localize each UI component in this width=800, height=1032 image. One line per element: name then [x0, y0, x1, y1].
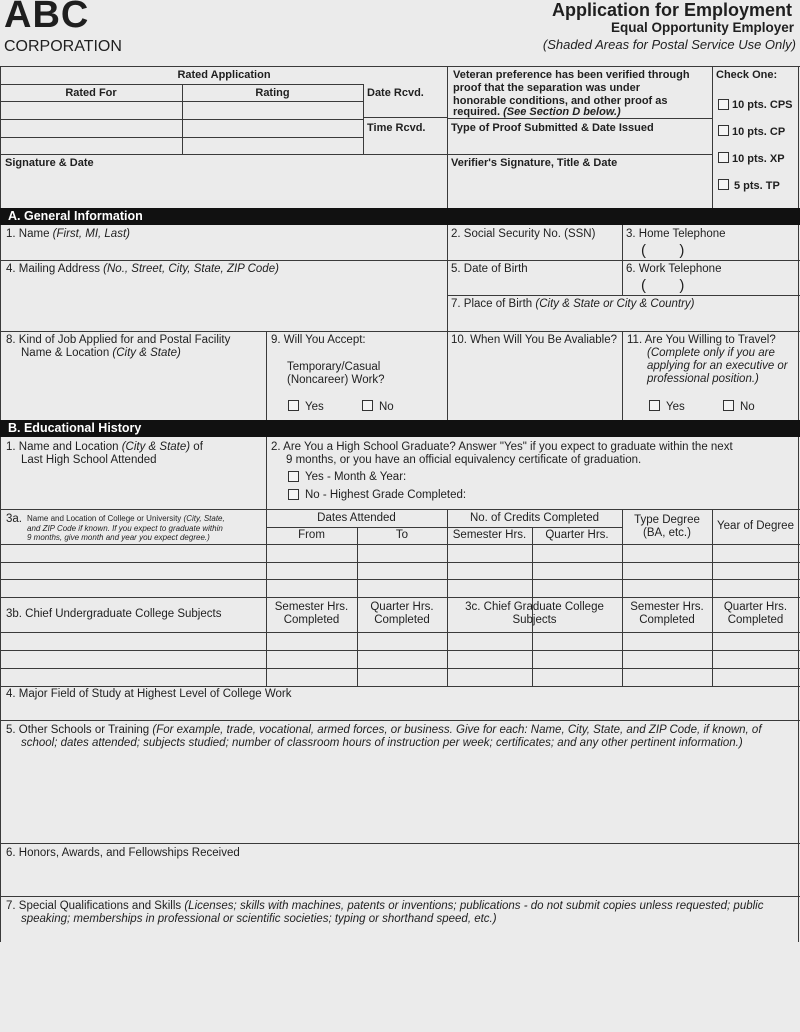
semester-hrs-header: Semester Hrs.	[452, 529, 527, 541]
signature-date-label: Signature & Date	[5, 157, 94, 169]
b-q3c-grad-subjects-line2: Subjects	[512, 614, 557, 626]
section-b-title: B. Educational History	[8, 421, 142, 435]
rated-for-header: Rated For	[65, 87, 117, 99]
b-q3a-college-hint-a: (City, State,	[183, 514, 225, 523]
q11-travel-hint-line2: applying for an executive or	[647, 360, 788, 372]
q11-travel-hint-line3: professional position.)	[647, 373, 759, 385]
to-header: To	[395, 529, 409, 541]
veteran-text-line3: honorable conditions, and other proof as	[453, 95, 668, 107]
type-degree-header-line1: Type Degree	[634, 514, 700, 526]
q6-work-telephone-label: 6. Work Telephone	[626, 263, 722, 275]
option-5pts-tp-label: 5 pts. TP	[734, 180, 780, 192]
mailing-address-input[interactable]	[2, 280, 445, 330]
b-q2-graduate-line2: 9 months, or you have an official equivalency certificate of graduation.	[286, 454, 642, 466]
q11-travel-hint-line1: (Complete only if you are	[647, 347, 775, 359]
other-schools-input[interactable]	[2, 753, 796, 841]
b-q3a-college-line2: and ZIP Code if known. If you expect to graduate within	[27, 523, 223, 533]
company-logo: ABC	[4, 0, 90, 36]
form-title: Application for Employment	[551, 0, 792, 20]
b-q7-special-qualifications-text: 7. Special Qualifications and Skills	[6, 900, 185, 912]
q8-kind-of-job-line2	[21, 347, 181, 361]
q8-location-text: Name & Location	[21, 347, 113, 359]
b-q5-other-schools-line2: school; dates attended; subjects studied; number of classroom hours of instruction per week; certificates; and any other pertinent information.)	[21, 737, 743, 749]
b-q1-of: of	[190, 441, 203, 453]
q1-name-text: 1. Name	[6, 228, 53, 240]
b-q2-yes-label: Yes - Month & Year:	[305, 471, 407, 483]
b-q4-major-field: 4. Major Field of Study at Highest Level of College Work	[6, 688, 292, 700]
b-q7-special-qualifications-line2: speaking; memberships in professional or scientific societies; typing or shorthand speed, etc.)	[21, 913, 497, 925]
q11-no-checkbox[interactable]	[723, 400, 734, 411]
date-of-birth-input[interactable]	[449, 279, 620, 294]
grad-semester-hrs-line2: Completed	[639, 614, 695, 626]
undergrad-quarter-hrs-line1: Quarter Hrs.	[370, 601, 434, 613]
grad-quarter-hrs-line2: Completed	[727, 614, 784, 626]
home-telephone-area-code[interactable]: ( )	[641, 242, 685, 259]
option-10pts-xp-label: 10 pts. XP	[732, 153, 785, 165]
b-q3a-number: 3a.	[6, 513, 22, 525]
b-q2-graduate-line1: 2. Are You a High School Graduate? Answer "Yes" if you expect to graduate within the next	[271, 441, 733, 453]
place-of-birth-input[interactable]	[449, 314, 796, 330]
b-q2-no-label: No - Highest Grade Completed:	[305, 489, 467, 501]
q8-location-hint: (City & State)	[112, 347, 181, 359]
q1-name-hint: (First, MI, Last)	[52, 228, 130, 240]
rated-application-header: Rated Application	[177, 69, 271, 81]
q9-yes-label: Yes	[305, 401, 324, 413]
b-q1-hint: (City & State)	[121, 441, 191, 453]
checkbox-10pts-cps[interactable]	[718, 99, 729, 110]
verifier-signature-label: Verifier's Signature, Title & Date	[451, 157, 618, 169]
section-b-header	[0, 420, 800, 437]
type-of-proof-label: Type of Proof Submitted & Date Issued	[451, 122, 654, 134]
q9-noncareer-work: (Noncareer) Work?	[287, 374, 385, 386]
veteran-text-required: required.	[453, 106, 504, 118]
undergrad-semester-hrs-line2: Completed	[283, 614, 340, 626]
q9-will-you-accept-label: 9. Will You Accept:	[271, 334, 366, 346]
section-a-title: A. General Information	[8, 209, 143, 223]
b-q3a-college-line3: 9 months, give month and year you expect degree.)	[27, 533, 210, 542]
availability-input[interactable]	[449, 350, 620, 419]
b-q1-high-school-line2: Last High School Attended	[21, 454, 157, 466]
b-q7-special-qualifications-hint1: (Licenses; skills with machines, patents or inventions; publications - do not submit copies unless requested; public	[184, 900, 764, 912]
type-degree-header-line2: (BA, etc.)	[643, 527, 691, 539]
b-q5-other-schools-hint1: (For example, trade, vocational, armed forces, or business. Give for each: Name, City, State, and ZIP Code, if known, of	[152, 724, 762, 736]
q5-date-of-birth-label: 5. Date of Birth	[451, 263, 528, 275]
option-10pts-cps-label: 10 pts. CPS	[732, 99, 793, 111]
q11-yes-label: Yes	[666, 401, 685, 413]
q10-availability-label: 10. When Will You Be Avaliable?	[451, 334, 618, 346]
rating-header: Rating	[255, 87, 290, 99]
q4-mailing-address-hint: (No., Street, City, State, ZIP Code)	[103, 263, 279, 275]
form-subtitle: Equal Opportunity Employer	[610, 20, 794, 35]
q7-place-of-birth-text: 7. Place of Birth	[451, 298, 536, 310]
checkbox-10pts-xp[interactable]	[718, 152, 729, 163]
checkbox-10pts-cp[interactable]	[718, 125, 729, 136]
q11-travel-label: 11. Are You Willing to Travel?	[627, 334, 776, 346]
special-qualifications-input[interactable]	[2, 930, 796, 1030]
q11-no-label: No	[740, 401, 755, 413]
name-input[interactable]	[2, 244, 445, 259]
veteran-text-line4	[453, 106, 621, 119]
undergrad-semester-hrs-line1: Semester Hrs.	[274, 601, 349, 613]
b-q1-text: 1. Name and Location	[6, 441, 122, 453]
b-q5-other-schools-text: 5. Other Schools or Training	[6, 724, 153, 736]
veteran-text-line2: proof that the separation was under	[453, 82, 641, 94]
q7-place-of-birth-hint: (City & State or City & Country)	[535, 298, 695, 310]
q4-mailing-address-label	[6, 263, 279, 277]
quarter-hrs-header: Quarter Hrs.	[545, 529, 609, 541]
form-note: (Shaded Areas for Postal Service Use Only)	[542, 37, 796, 52]
veteran-text-line1: Veteran preference has been verified through	[453, 69, 690, 81]
check-one-label: Check One:	[716, 69, 778, 81]
checkbox-5pts-tp[interactable]	[718, 179, 729, 190]
veteran-text-see-section: (See Section D below.)	[503, 106, 621, 118]
b-q5-other-schools-line1	[6, 724, 762, 738]
q1-name-label	[6, 228, 130, 242]
q9-temporary-casual: Temporary/Casual	[287, 361, 381, 373]
b-q2-no-checkbox[interactable]	[288, 489, 299, 500]
b-q3b-undergrad-subjects: 3b. Chief Undergraduate College Subjects	[6, 608, 222, 620]
b-q2-yes-checkbox[interactable]	[288, 471, 299, 482]
year-of-degree-header: Year of Degree	[717, 520, 794, 532]
company-name: CORPORATION	[4, 38, 122, 55]
q9-yes-checkbox[interactable]	[288, 400, 299, 411]
b-q1-high-school-line1	[6, 441, 203, 455]
option-10pts-cp-label: 10 pts. CP	[732, 126, 786, 138]
q3-home-telephone-label: 3. Home Telephone	[626, 228, 726, 240]
dates-attended-header: Dates Attended	[317, 512, 396, 524]
q11-yes-checkbox[interactable]	[649, 400, 660, 411]
q9-no-label: No	[379, 401, 394, 413]
ssn-input[interactable]	[449, 244, 620, 259]
grad-semester-hrs-line1: Semester Hrs.	[630, 601, 704, 613]
q4-mailing-address-text: 4. Mailing Address	[6, 263, 104, 275]
credits-completed-header: No. of Credits Completed	[469, 512, 600, 524]
from-header: From	[298, 529, 325, 541]
q2-ssn-label: 2. Social Security No. (SSN)	[451, 228, 596, 240]
grad-quarter-hrs-line1: Quarter Hrs.	[723, 601, 788, 613]
b-q7-special-qualifications-line1	[6, 900, 763, 914]
q9-no-checkbox[interactable]	[362, 400, 373, 411]
major-field-input[interactable]	[2, 703, 796, 719]
q7-place-of-birth-label	[451, 298, 695, 312]
b-q6-honors-awards: 6. Honors, Awards, and Fellowships Received	[6, 847, 240, 859]
high-school-input[interactable]	[2, 470, 264, 508]
b-q3c-grad-subjects-line1: 3c. Chief Graduate College	[465, 601, 604, 613]
date-received-label: Date Rcvd.	[367, 87, 424, 99]
time-received-label: Time Rcvd.	[367, 122, 426, 134]
work-telephone-area-code[interactable]: ( )	[641, 277, 685, 294]
b-q3a-college-line1	[27, 514, 225, 524]
undergrad-quarter-hrs-line2: Completed	[374, 614, 430, 626]
q8-kind-of-job-line1: 8. Kind of Job Applied for and Postal Facility	[6, 334, 231, 346]
kind-of-job-input[interactable]	[2, 363, 264, 419]
honors-awards-input[interactable]	[2, 862, 796, 894]
b-q3a-college-text: Name and Location of College or University	[27, 514, 184, 523]
section-a-header	[0, 208, 800, 225]
